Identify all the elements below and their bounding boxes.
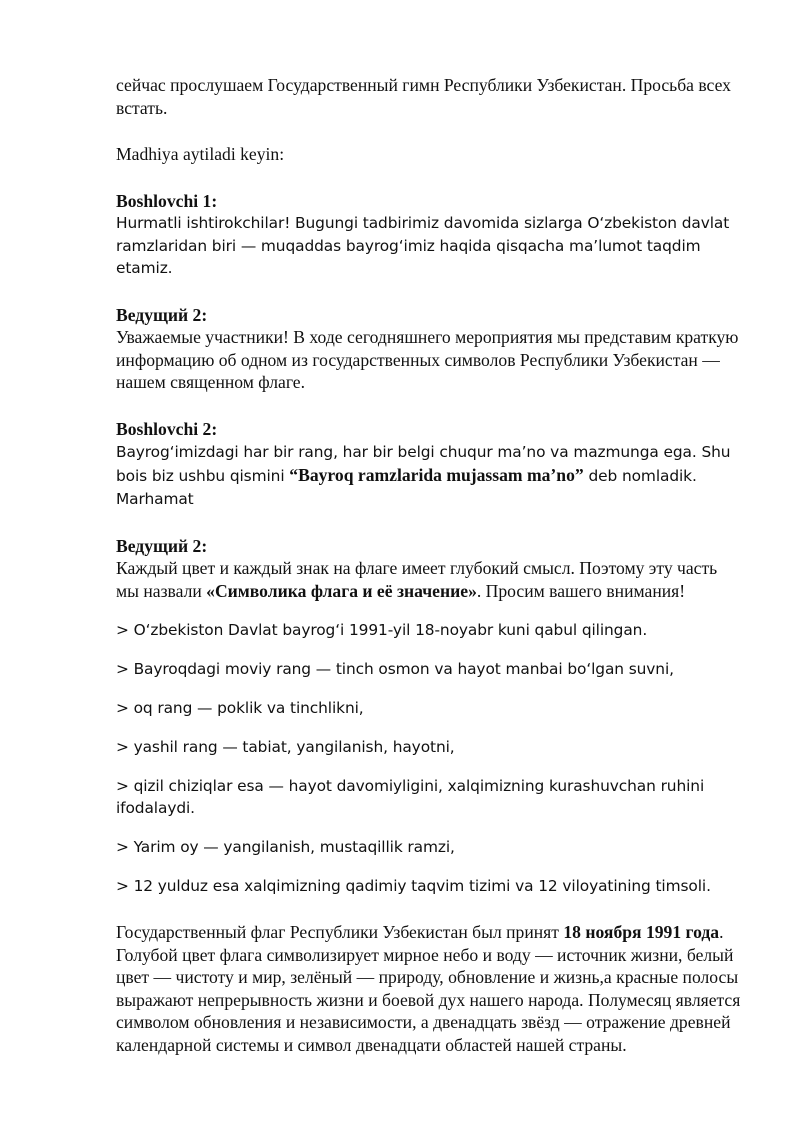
speaker-label: Boshlovchi 2: bbox=[116, 418, 218, 439]
list-item: > yashil rang — tabiat, yangilanish, hayotni, bbox=[116, 738, 455, 756]
speaker-label: Ведущий 2: bbox=[116, 304, 208, 325]
speaker-text: Уважаемые участники! В ходе сегодняшнего мероприятия мы представим краткую информацию об одном из государственных символов Республики Узбекистан — нашем священном флаге. bbox=[116, 327, 739, 392]
speaker-label: Boshlovchi 1: bbox=[116, 190, 218, 211]
speaker-label: Ведущий 2: bbox=[116, 535, 208, 556]
speaker-block-3 bbox=[116, 418, 741, 511]
intro-paragraph: сейчас прослушаем Государственный гимн Республики Узбекистан. Просьба всех встать. bbox=[116, 75, 731, 118]
list-item: > qizil chiziqlar esa — hayot davomiyligini, xalqimizning kurashuvchan ruhini ifodalaydi. bbox=[116, 777, 705, 817]
summary-paragraph: Государственный флаг Республики Узбекистан был принят 18 ноября 1991 года. Голубой цвет флага символизирует мирное небо и воду — источник жизни, белый цвет — чистоту и мир, зелёный — природу, обновление и жизнь,а красные полосы выражают непрерывность жизни и боевой дух нашего народа. Полумесяц является символом обновления и независимости, а двенадцать звёзд — отражение древней календарной системы и символ двенадцати областей нашей страны. bbox=[116, 922, 741, 1055]
list-item: > O‘zbekiston Davlat bayrog‘i 1991-yil 18-noyabr kuni qabul qilingan. bbox=[116, 621, 648, 639]
bullet-list bbox=[116, 619, 741, 897]
list-item: > 12 yulduz esa xalqimizning qadimiy taqvim tizimi va 12 viloyatining timsoli. bbox=[116, 877, 711, 895]
speaker-text: Каждый цвет и каждый знак на флаге имеет глубокий смысл. Поэтому эту часть мы назвали «Символика флага и её значение». Просим вашего внимания! bbox=[116, 558, 718, 601]
document-page bbox=[116, 74, 741, 1056]
speaker-block-4 bbox=[116, 535, 741, 603]
speaker-block-2 bbox=[116, 304, 741, 394]
section-title: «Символика флага и её значение» bbox=[206, 580, 477, 601]
date-highlight: 18 ноября 1991 года bbox=[563, 922, 720, 942]
speaker-text: Bayrog‘imizdagi har bir rang, har bir belgi chuqur ma’no va mazmunga ega. Shu bois biz ushbu qismini “Bayroq ramzlarida mujassam ma’no” deb nomladik. Marhamat bbox=[116, 443, 731, 508]
list-item: > Yarim oy — yangilanish, mustaqillik ramzi, bbox=[116, 838, 455, 856]
section-title: “Bayroq ramzlarida mujassam ma’no” bbox=[289, 464, 584, 485]
speaker-text: Hurmatli ishtirokchilar! Bugungi tadbirimiz davomida sizlarga O‘zbekiston davlat ramzlaridan biri — muqaddas bayrog‘imiz haqida qisqacha ma’lumot taqdim etamiz. bbox=[116, 214, 730, 277]
list-item: > oq rang — poklik va tinchlikni, bbox=[116, 699, 364, 717]
anthem-note: Madhiya aytiladi keyin: bbox=[116, 144, 285, 164]
speaker-block-1 bbox=[116, 190, 741, 280]
list-item: > Bayroqdagi moviy rang — tinch osmon va hayot manbai bo‘lgan suvni, bbox=[116, 660, 674, 678]
